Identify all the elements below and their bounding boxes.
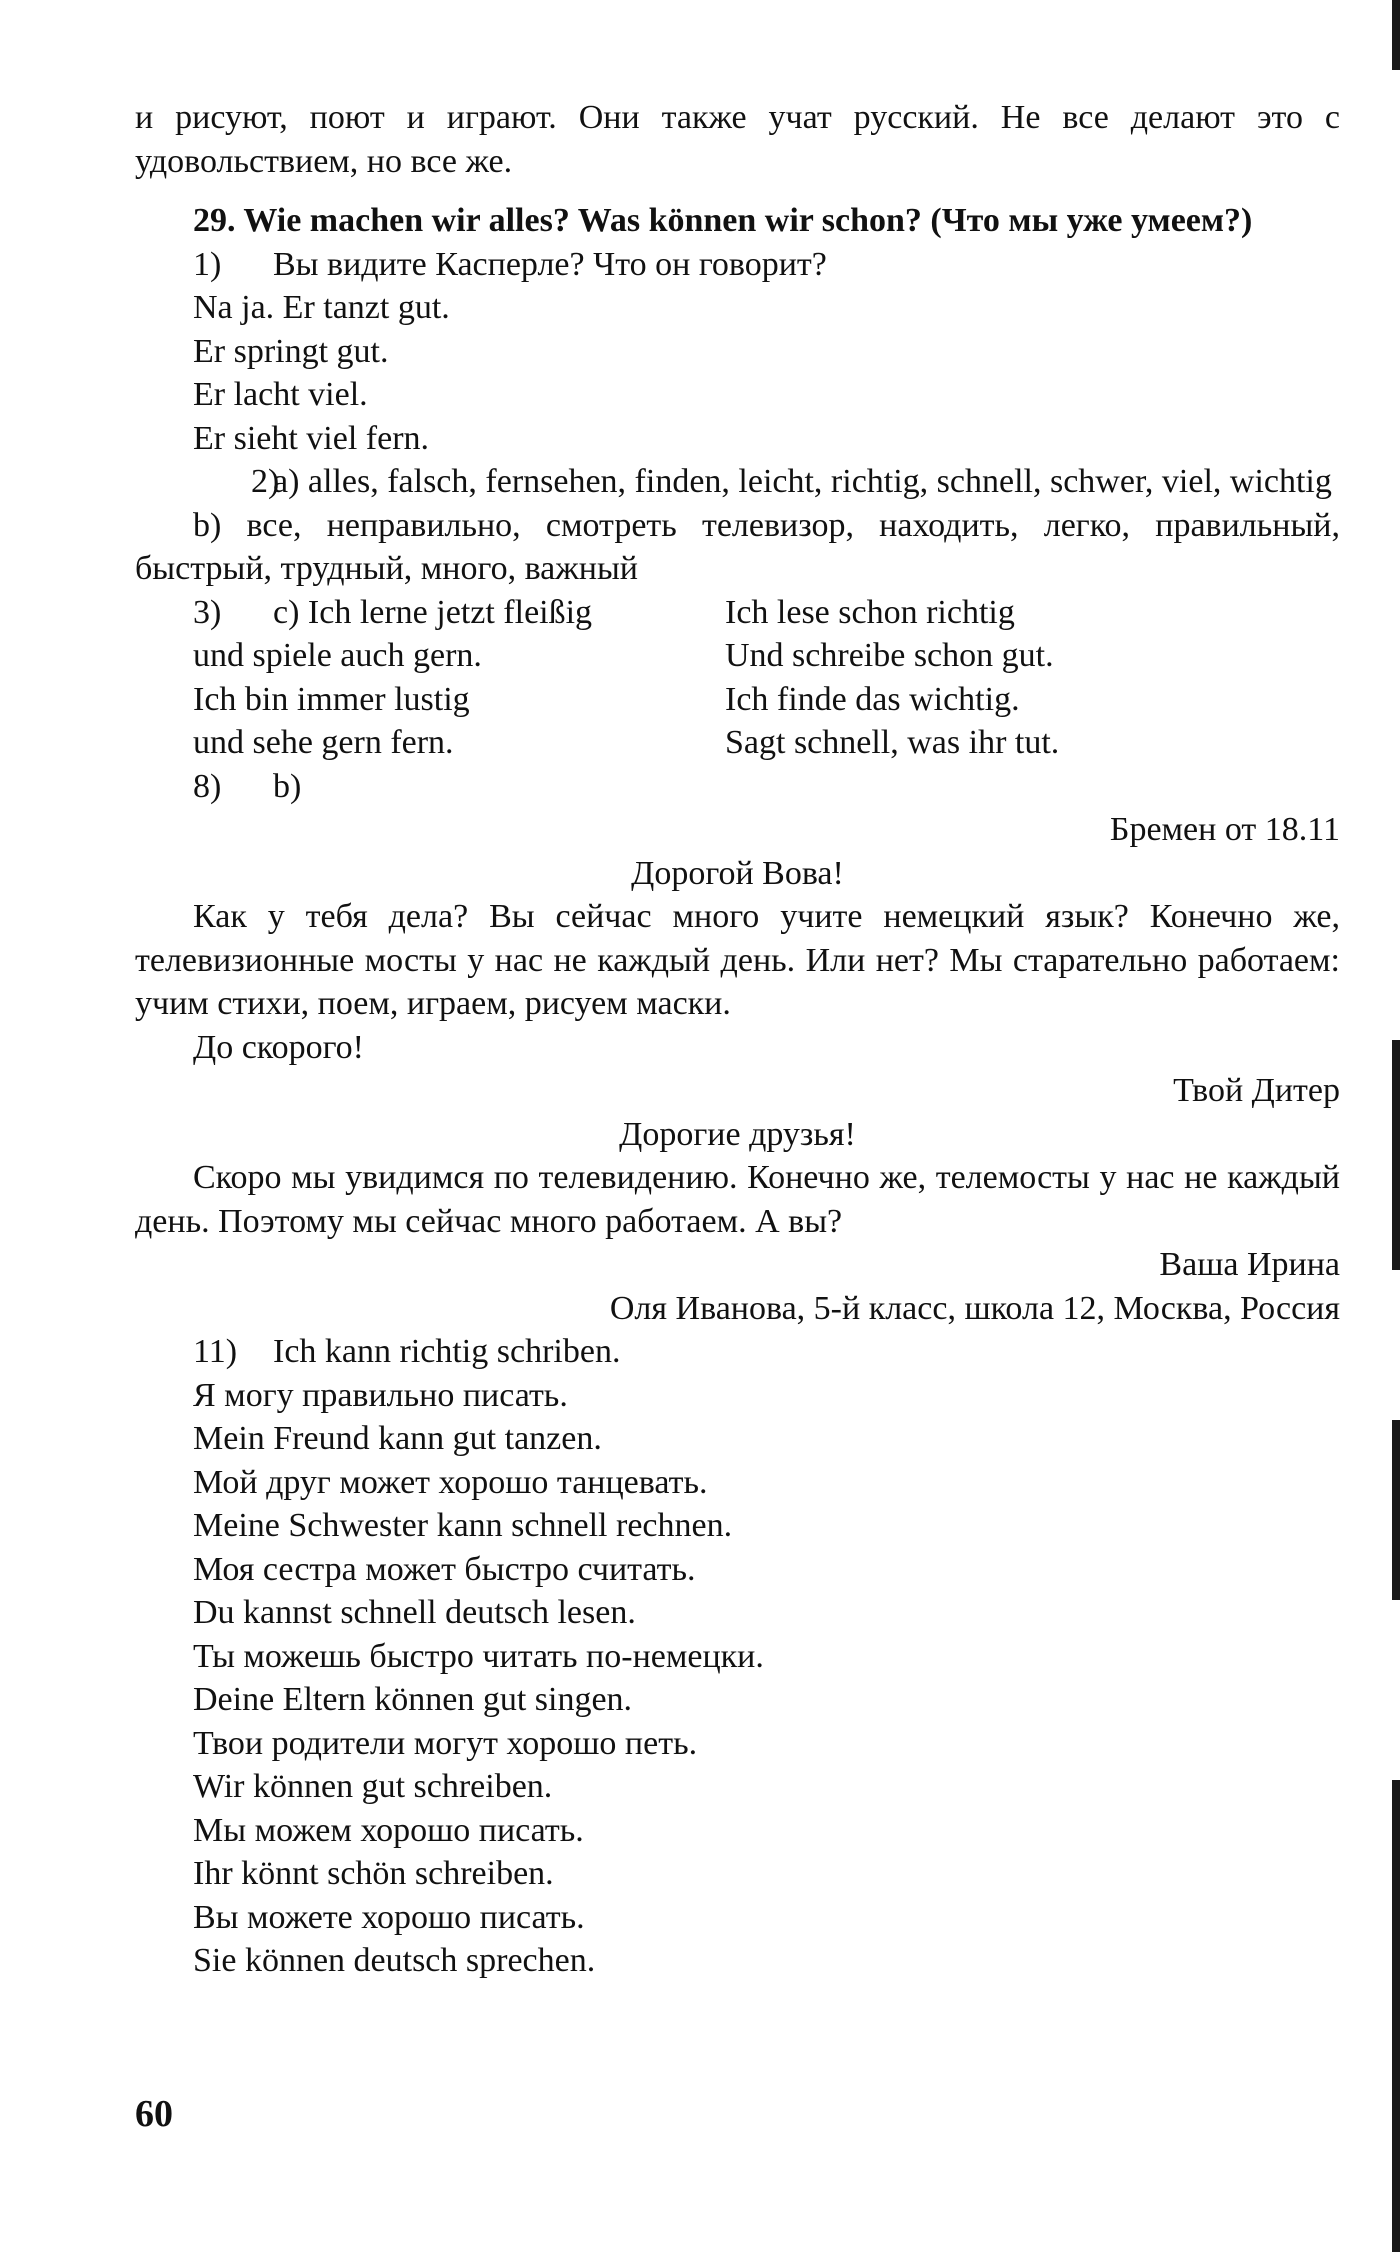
item-11-line: Mein Freund kann gut tanzen. — [193, 1420, 602, 1457]
poem-line: Ich lese schon richtig — [725, 593, 1015, 631]
item-8-label — [135, 765, 1340, 809]
item-3-poem — [135, 591, 1340, 765]
letter-2-sender: Оля Иванова, 5-й класс, школа 12, Москва, Россия — [609, 1289, 1340, 1327]
page-edge-mark — [1392, 1420, 1400, 1600]
item-number: 3) — [193, 593, 222, 631]
item-11-line: Мой друг может хорошо танцевать. — [193, 1463, 708, 1501]
item-11-line: Ihr könnt schön schreiben. — [193, 1855, 554, 1892]
letter-1-greeting: Дорогой Вова! — [631, 854, 844, 892]
item-number: 8) — [193, 767, 222, 805]
item-11-line: Sie können deutsch sprechen. — [193, 1942, 596, 1979]
letter-2-body: Скоро мы увидимся по телевидению. Конечно же, телемосты у нас не каждый день. Поэтому мы сейчас много работаем. А вы? — [135, 1159, 1340, 1240]
item-11-line: Meine Schwester kann schnell rechnen. — [193, 1507, 733, 1544]
item-11-line: Wir können gut schreiben. — [193, 1768, 553, 1805]
item-1 — [135, 243, 1340, 461]
item-1-line: Na ja. Er tanzt gut. — [193, 289, 450, 326]
poem-line: und sehe gern fern. — [193, 724, 454, 761]
poem-line — [193, 591, 725, 635]
page-content — [135, 96, 1340, 1983]
item-11-line: Du kannst schnell deutsch lesen. — [193, 1594, 636, 1631]
item-1-line: Er lacht viel. — [193, 376, 368, 413]
poem-line: Und schreibe schon gut. — [725, 637, 1054, 674]
page-edge-mark — [1392, 0, 1400, 70]
poem-line-text: c) Ich lerne jetzt fleißig — [273, 593, 593, 631]
item-number: 2) — [251, 463, 280, 500]
letter-1-signature: Твой Дитер — [1173, 1072, 1340, 1109]
poem-left-column — [193, 591, 725, 765]
letter-1-closing: До скорого! — [193, 1028, 364, 1066]
item-11-line: Deine Eltern können gut singen. — [193, 1681, 633, 1718]
item-11-line: Мы можем хорошо писать. — [193, 1811, 584, 1849]
poem-right-column — [725, 591, 1340, 765]
poem-line: Sagt schnell, was ihr tut. — [725, 724, 1060, 761]
item-2-a-text: a) alles, falsch, fernsehen, finden, leicht, richtig, schnell, schwer, viel, wichtig — [273, 463, 1332, 500]
item-8-sub: b) — [273, 767, 302, 805]
item-1-line: Er springt gut. — [193, 332, 389, 370]
item-11-line: Я могу правильно писать. — [193, 1376, 568, 1414]
exercise-header: 29. Wie machen wir alles? Was können wir schon? (Что мы уже умеем?) — [193, 202, 1253, 239]
item-11-first-line — [193, 1330, 1340, 1374]
item-11-line: Моя сестра может быстро считать. — [193, 1550, 696, 1588]
page-edge-mark — [1392, 1780, 1400, 2252]
letter-2-signature: Ваша Ирина — [1159, 1246, 1340, 1283]
item-1-question-line — [193, 243, 1340, 287]
item-11-line: Вы можете хорошо писать. — [193, 1898, 585, 1936]
item-11-line: Твои родители могут хорошо петь. — [193, 1724, 698, 1762]
letter-1-body: Как у тебя дела? Вы сейчас много учите немецкий язык? Конечно же, телевизионные мосты у нас не каждый день. Или нет? Мы старательно работаем: учим стихи, поем, играем, рисуем маски. — [135, 898, 1340, 1022]
poem-line: Ich finde das wichtig. — [725, 680, 1020, 718]
item-1-line: Er sieht viel fern. — [193, 419, 430, 457]
item-11 — [135, 1330, 1340, 1983]
intro-paragraph: и рисуют, поют и играют. Они также учат русский. Не все делают это с удовольствием, но все же. — [135, 99, 1340, 180]
item-1-question: Вы видите Касперле? Что он говорит? — [273, 245, 827, 283]
poem-line: Ich bin immer lustig — [193, 680, 470, 718]
page-number: 60 — [135, 2093, 173, 2135]
item-number: 11) — [193, 1333, 238, 1370]
letter-2-greeting: Дорогие друзья! — [619, 1115, 856, 1153]
page-edge-mark — [1392, 1040, 1400, 1270]
item-11-first-text: Ich kann richtig schriben. — [273, 1333, 621, 1370]
item-2-b: b) все, неправильно, смотреть телевизор, находить, легко, правильный, быстрый, трудный, много, важный — [135, 506, 1340, 587]
item-number: 1) — [193, 245, 222, 283]
item-2-a — [135, 460, 1340, 504]
letter-1-date: Бремен от 18.11 — [1109, 811, 1340, 848]
item-11-line: Ты можешь быстро читать по-немецки. — [193, 1637, 764, 1675]
poem-line: und spiele auch gern. — [193, 637, 482, 674]
